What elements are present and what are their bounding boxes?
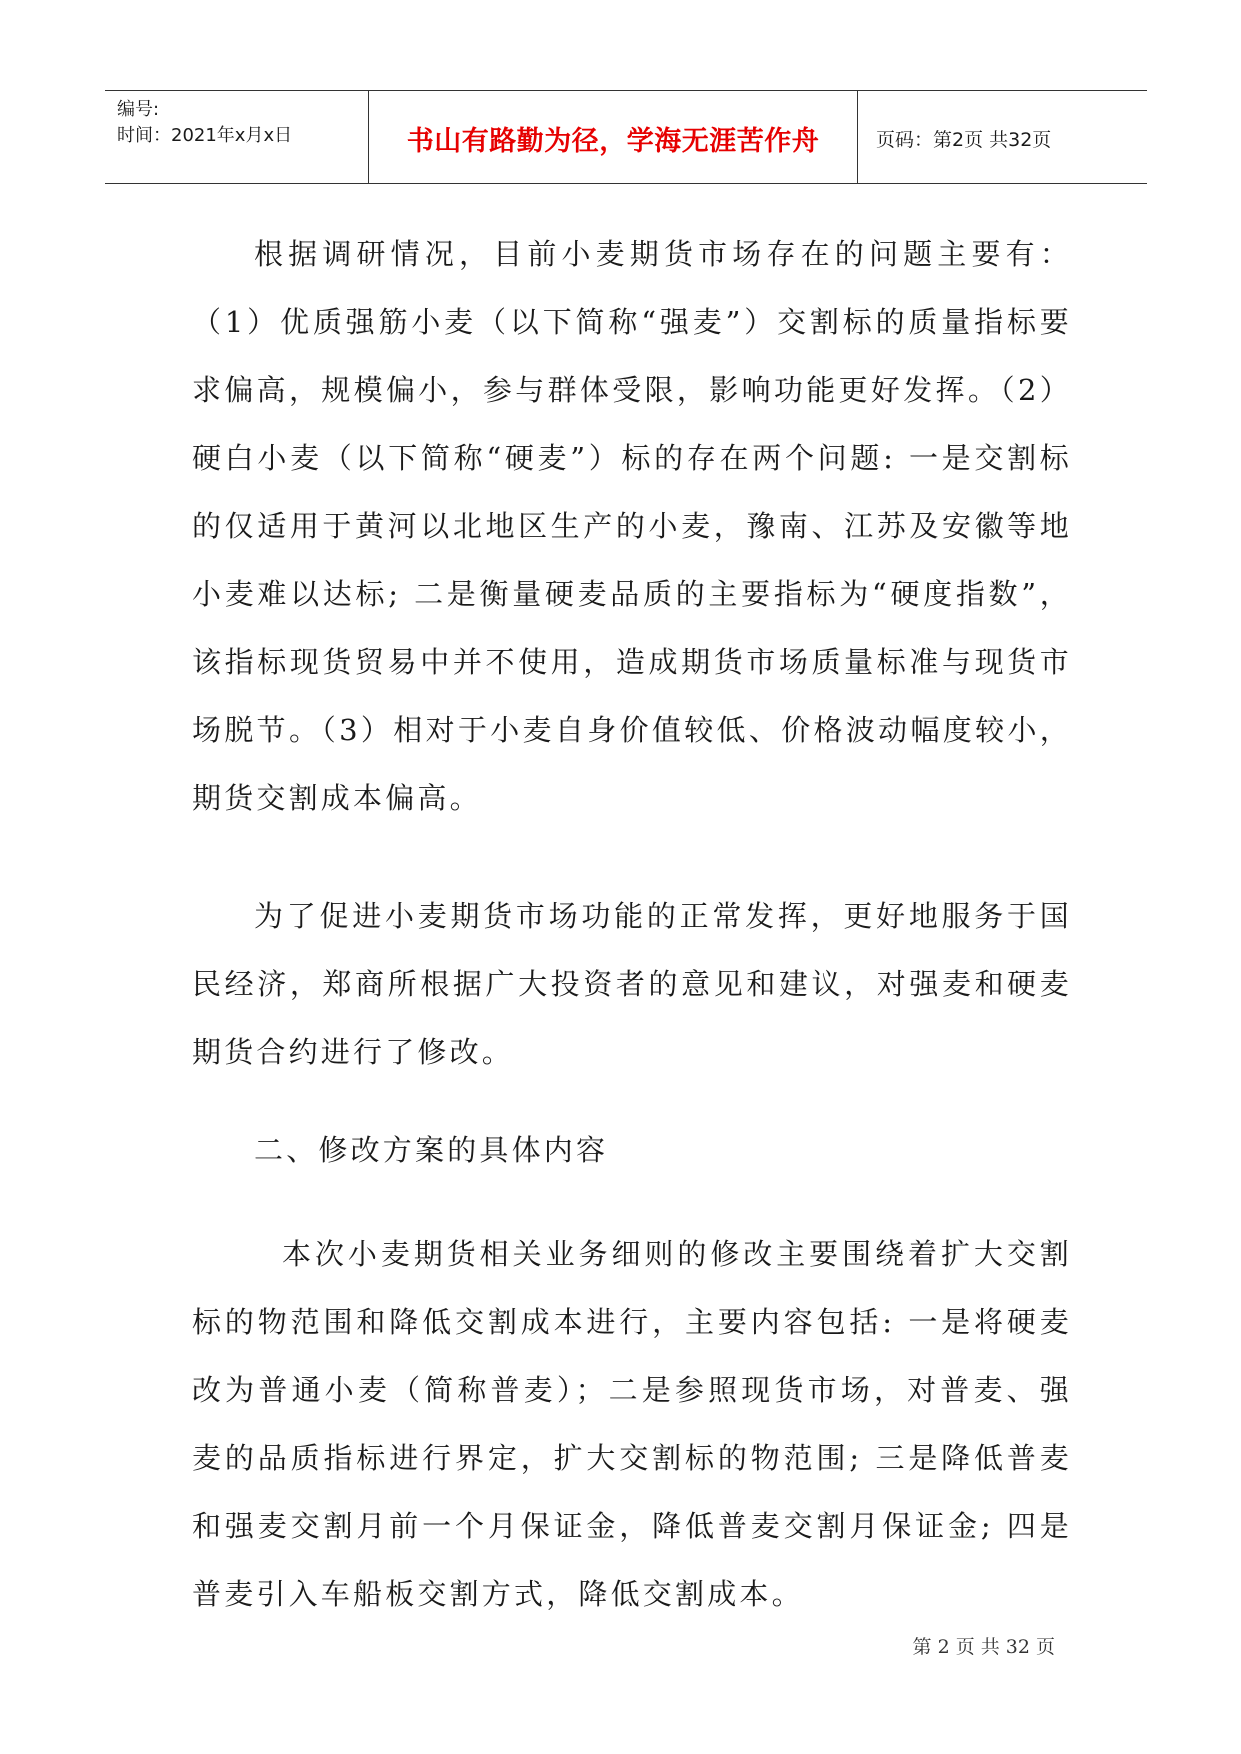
paragraph-content: 本次小麦期货相关业务细则的修改主要围绕着扩大交割标的物范围和降低交割成本进行，主要内容包括: 一是将硬麦改为普通小麦（简称普麦）；二是参照现货市场，对普麦、强麦的品质指标进行界定，扩大交割标的物范围; 三是降低普麦和强麦交割月前一个月保证金，降低普麦交割月保证金; 四是普麦引入车船板交割方式，降低交割成本。: [192, 1237, 1072, 1611]
header-page-code: 页码：第2页 共32页: [876, 129, 1052, 151]
header-page-cell: [858, 91, 1147, 183]
paragraph-purpose: 为了促进小麦期货市场功能的正常发挥，更好地服务于国民经济，郑商所根据广大投资者的意见和建议，对强麦和硬麦期货合约进行了修改。: [192, 899, 1072, 1069]
paragraph-problems: 根据调研情况，目前小麦期货市场存在的问题主要有：（1）优质强筋小麦（以下简称“强麦”）交割标的质量指标要求偏高，规模偏小，参与群体受限，影响功能更好发挥。（2）硬白小麦（以下简称“硬麦”）标的存在两个问题: 一是交割标的仅适用于黄河以北地区生产的小麦，豫南、江苏及安徽等地小麦难以达标; 二是衡量硬麦品质的主要指标为“硬度指数”，该指标现货贸易中并不使用，造成期货市场质量标准与现货市场脱节。（3）相对于小麦自身价值较低、价格波动幅度较小，期货交割成本偏高。: [192, 237, 1072, 815]
page-footer: 第 2 页 共 32 页: [912, 1636, 1055, 1658]
section-heading: 二、修改方案的具体内容: [254, 1133, 609, 1167]
document-header: [105, 90, 1147, 184]
header-motto-cell: [369, 91, 858, 183]
header-meta-cell: [105, 91, 369, 183]
document-body: [192, 220, 1072, 1628]
number-label: 编号:: [117, 99, 160, 120]
header-motto: 书山有路勤为径，学海无涯苦作舟: [406, 126, 820, 157]
time-label: 时间：2021年x月x日: [117, 125, 293, 146]
